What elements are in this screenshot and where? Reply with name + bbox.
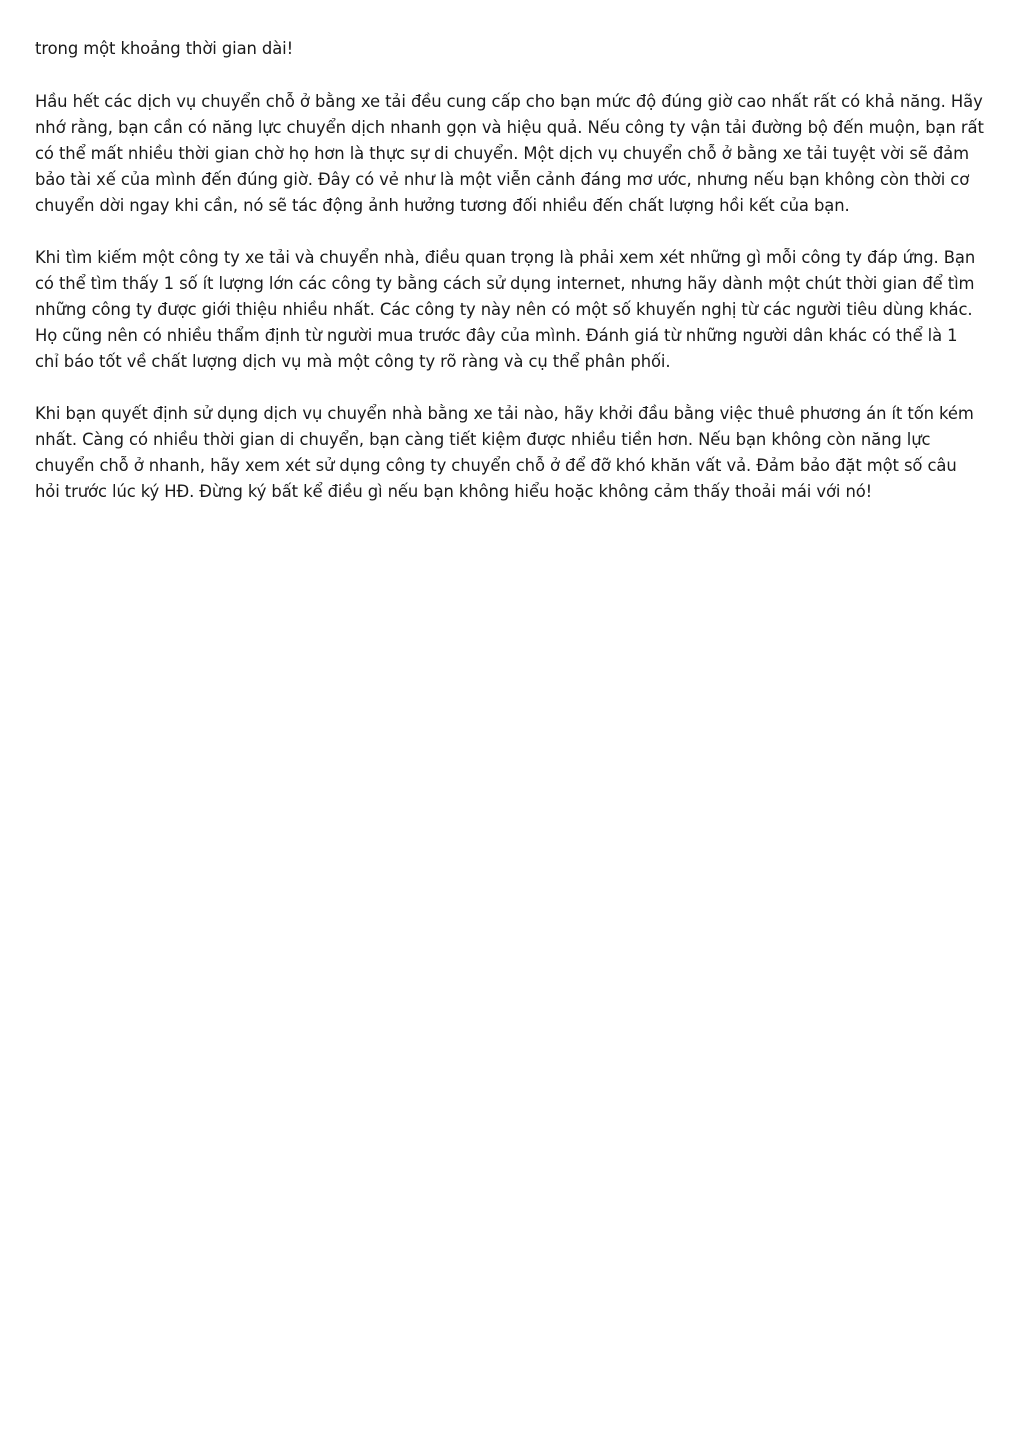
- paragraph-punctuality: Hầu hết các dịch vụ chuyển chỗ ở bằng xe tải đều cung cấp cho bạn mức độ đúng giờ cao nhất rất có khả năng. Hãy nhớ rằng, bạn cần có năng lực chuyển dịch nhanh gọn và hiệu quả. Nếu công ty vận tải đường bộ đến muộn, bạn rất có thể mất nhiều thời gian chờ họ hơn là thực sự di chuyển. Một dịch vụ chuyển chỗ ở bằng xe tải tuyệt vời sẽ đảm bảo tài xế của mình đến đúng giờ. Đây có vẻ như là một viễn cảnh đáng mơ ước, nhưng nếu bạn không còn thời cơ chuyển dời ngay khi cần, nó sẽ tác động ảnh hưởng tương đối nhiều đến chất lượng hồi kết của bạn.: [35, 92, 984, 215]
- paragraph-choosing-service: Khi bạn quyết định sử dụng dịch vụ chuyển nhà bằng xe tải nào, hãy khởi đầu bằng việc thuê phương án ít tốn kém nhất. Càng có nhiều thời gian di chuyển, bạn càng tiết kiệm được nhiều tiền hơn. Nếu bạn không còn năng lực chuyển chỗ ở nhanh, hãy xem xét sử dụng công ty chuyển chỗ ở để đỡ khó khăn vất vả. Đảm bảo đặt một số câu hỏi trước lúc ký HĐ. Đừng ký bất kể điều gì nếu bạn không hiểu hoặc không cảm thấy thoải mái với nó!: [35, 404, 974, 501]
- paragraph-continuation: trong một khoảng thời gian dài!: [35, 39, 294, 58]
- paragraph-finding-company: Khi tìm kiếm một công ty xe tải và chuyển nhà, điều quan trọng là phải xem xét những gì mỗi công ty đáp ứng. Bạn có thể tìm thấy 1 số ít lượng lớn các công ty bằng cách sử dụng internet, nhưng hãy dành một chút thời gian để tìm những công ty được giới thiệu nhiều nhất. Các công ty này nên có một số khuyến nghị từ các người tiêu dùng khác. Họ cũng nên có nhiều thẩm định từ người mua trước đây của mình. Đánh giá từ những người dân khác có thể là 1 chỉ báo tốt về chất lượng dịch vụ mà một công ty rõ ràng và cụ thể phân phối.: [35, 248, 976, 371]
